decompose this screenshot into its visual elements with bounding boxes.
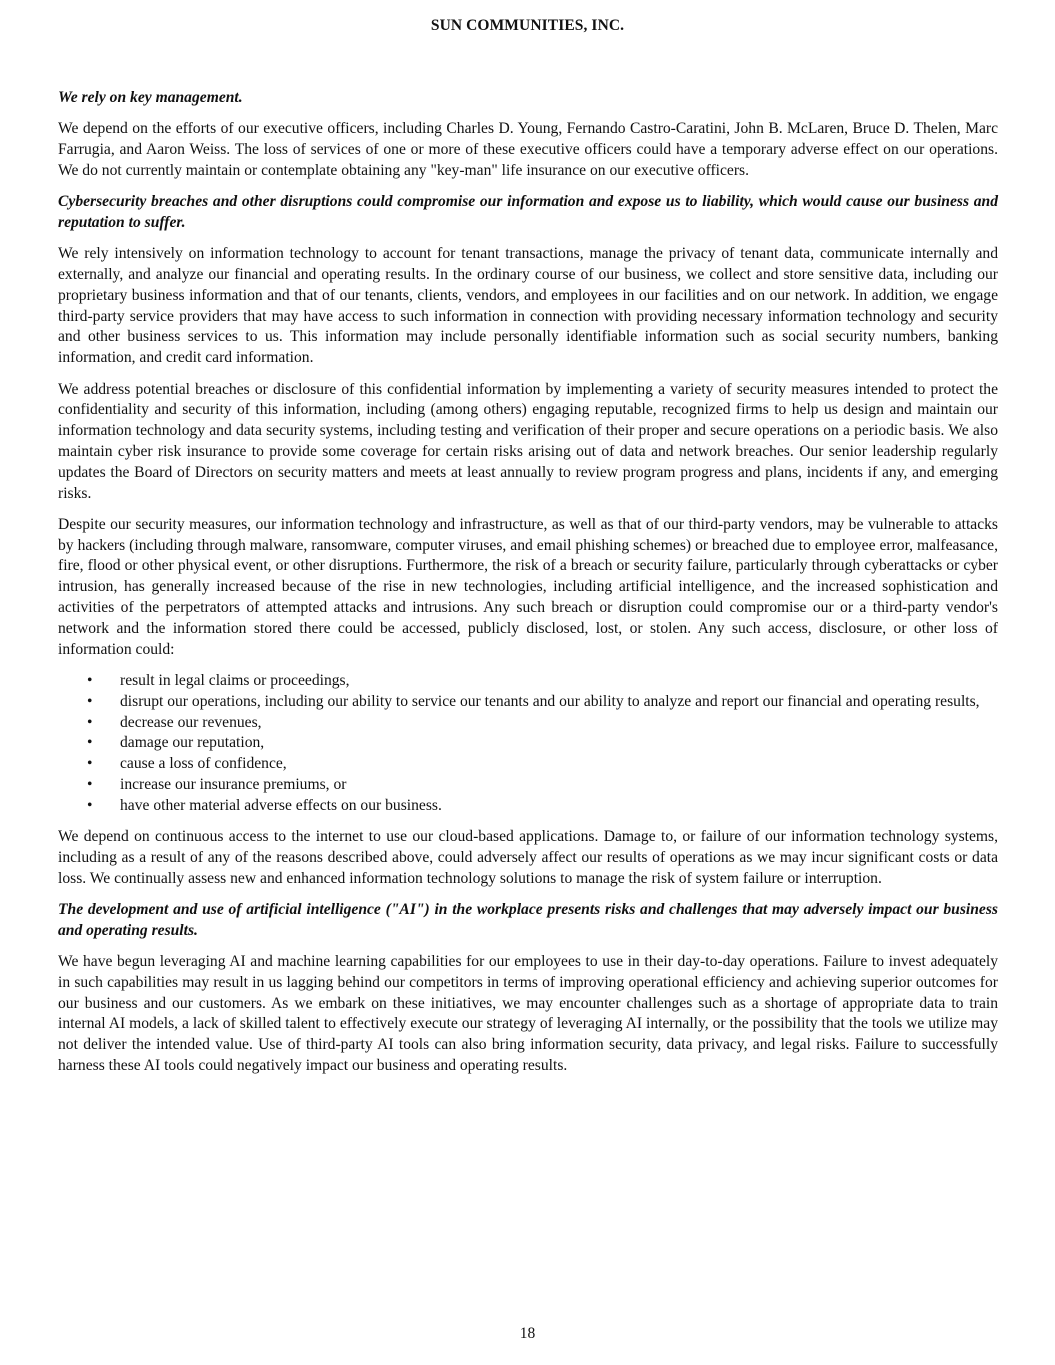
bullet-icon: •: [87, 796, 93, 814]
page-number: 18: [519, 1325, 536, 1342]
paragraph: We depend on continuous access to the internet to use our cloud-based applications. Damage to, or failure of our information technology systems, including as a result of any of the reasons described above, could adversely affect our results of operations as we may incur significant costs or data loss. We continually assess new and enhanced information technology solutions to manage the risk of system failure or interruption.: [58, 828, 998, 887]
paragraph: We depend on the efforts of our executive officers, including Charles D. Young, Fernando Castro-Caratini, John B. McLaren, Bruce D. Thelen, Marc Farrugia, and Aaron Weiss. The loss of services of one or more of these executive officers could have a temporary adverse effect on our operations. We do not currently maintain or contemplate obtaining any "key-man" life insurance on our executive officers.: [58, 120, 998, 179]
list-item: [58, 796, 998, 817]
bullet-icon: •: [87, 755, 93, 773]
bullet-icon: •: [87, 692, 93, 710]
list-item-text: decrease our revenues,: [120, 713, 262, 731]
bullet-icon: •: [87, 671, 93, 689]
paragraph: We have begun leveraging AI and machine learning capabilities for our employees to use in their day-to-day operations. Failure to invest adequately in such capabilities may result in us lagging behind our competitors in terms of improving operational efficiency and achieving superior outcomes for our business and our customers. As we embark on these initiatives, we may encounter challenges such as a shortage of appropriate data to train internal AI models, a lack of skilled talent to effectively execute our strategy of leveraging AI internally, or the possibility that the tools we utilize may not deliver the intended value. Use of third-party AI tools can also bring information security, data privacy, and legal risks. Failure to successfully harness these AI tools could negatively impact our business and operating results.: [58, 952, 998, 1074]
list-item-text: cause a loss of confidence,: [120, 755, 287, 773]
paragraph: We address potential breaches or disclosure of this confidential information by implementing a variety of security measures intended to protect the confidentiality and security of this information, including (among others) engaging reputable, recognized firms to help us design and maintain our information technology and data security systems, including testing and verification of their proper and secure operations on a periodic basis. We also maintain cyber risk insurance to provide some coverage for certain risks arising out of data and network breaches. Our senior leadership regularly updates the Board of Directors on security matters and meets at least annually to review program progress and plans, incidents if any, and emerging risks.: [58, 380, 998, 502]
list-item: [58, 713, 998, 734]
list-item-text: increase our insurance premiums, or: [120, 775, 347, 793]
page-header-company: SUN COMMUNITIES, INC.: [430, 17, 625, 34]
list-item-text: damage our reputation,: [120, 734, 265, 752]
paragraph: We rely intensively on information technology to account for tenant transactions, manage the privacy of tenant data, communicate internally and externally, and analyze our financial and operating results. In the ordinary course of our business, we collect and store sensitive data, including our proprietary business information and that of our tenants, clients, vendors, and employees in our facilities and on our network. In addition, we engage third-party service providers that may have access to such information in connection with providing necessary information technology and security and other business services to us. This information may include personally identifiable information such as social security numbers, banking information, and credit card information.: [58, 245, 998, 367]
bullet-icon: •: [87, 734, 93, 752]
bullet-icon: •: [87, 713, 93, 731]
list-item: [58, 671, 998, 692]
paragraph: Despite our security measures, our information technology and infrastructure, as well as that of our third-party vendors, may be vulnerable to attacks by hackers (including through malware, ransomware, computer viruses, and email phishing schemes) or breached due to employee error, malfeasance, fire, flood or other physical event, or other disruptions. Furthermore, the risk of a breach or security failure, particularly through cyberattacks or cyber intrusion, has generally increased because of the rise in new technologies, including artificial intelligence, and the increased sophistication and activities of the perpetrators of attempted attacks and intrusions. Any such breach or disruption could compromise our or a third-party vendor's network and the information stored there could be accessed, publicly disclosed, lost, or stolen. Any such access, disclosure, or other loss of information could:: [58, 515, 998, 658]
section-heading-ai: The development and use of artificial intelligence ("AI") in the workplace presents risks and challenges that may adversely impact our business and operating results.: [58, 900, 998, 939]
list-item-text: disrupt our operations, including our ability to service our tenants and our ability to analyze and report our financial and operating results,: [120, 692, 980, 710]
list-item: [58, 754, 998, 775]
document-body: [58, 88, 998, 1087]
section-heading-key-management: We rely on key management.: [58, 89, 243, 106]
list-item: [58, 775, 998, 796]
bullet-icon: •: [87, 775, 93, 793]
list-item: [58, 692, 998, 713]
list-item-text: have other material adverse effects on our business.: [120, 796, 442, 814]
list-item-text: result in legal claims or proceedings,: [120, 671, 350, 689]
risk-bullet-list: [58, 671, 998, 817]
list-item: [58, 733, 998, 754]
section-heading-cybersecurity: Cybersecurity breaches and other disruptions could compromise our information and expose us to liability, which would cause our business and reputation to suffer.: [58, 193, 998, 231]
